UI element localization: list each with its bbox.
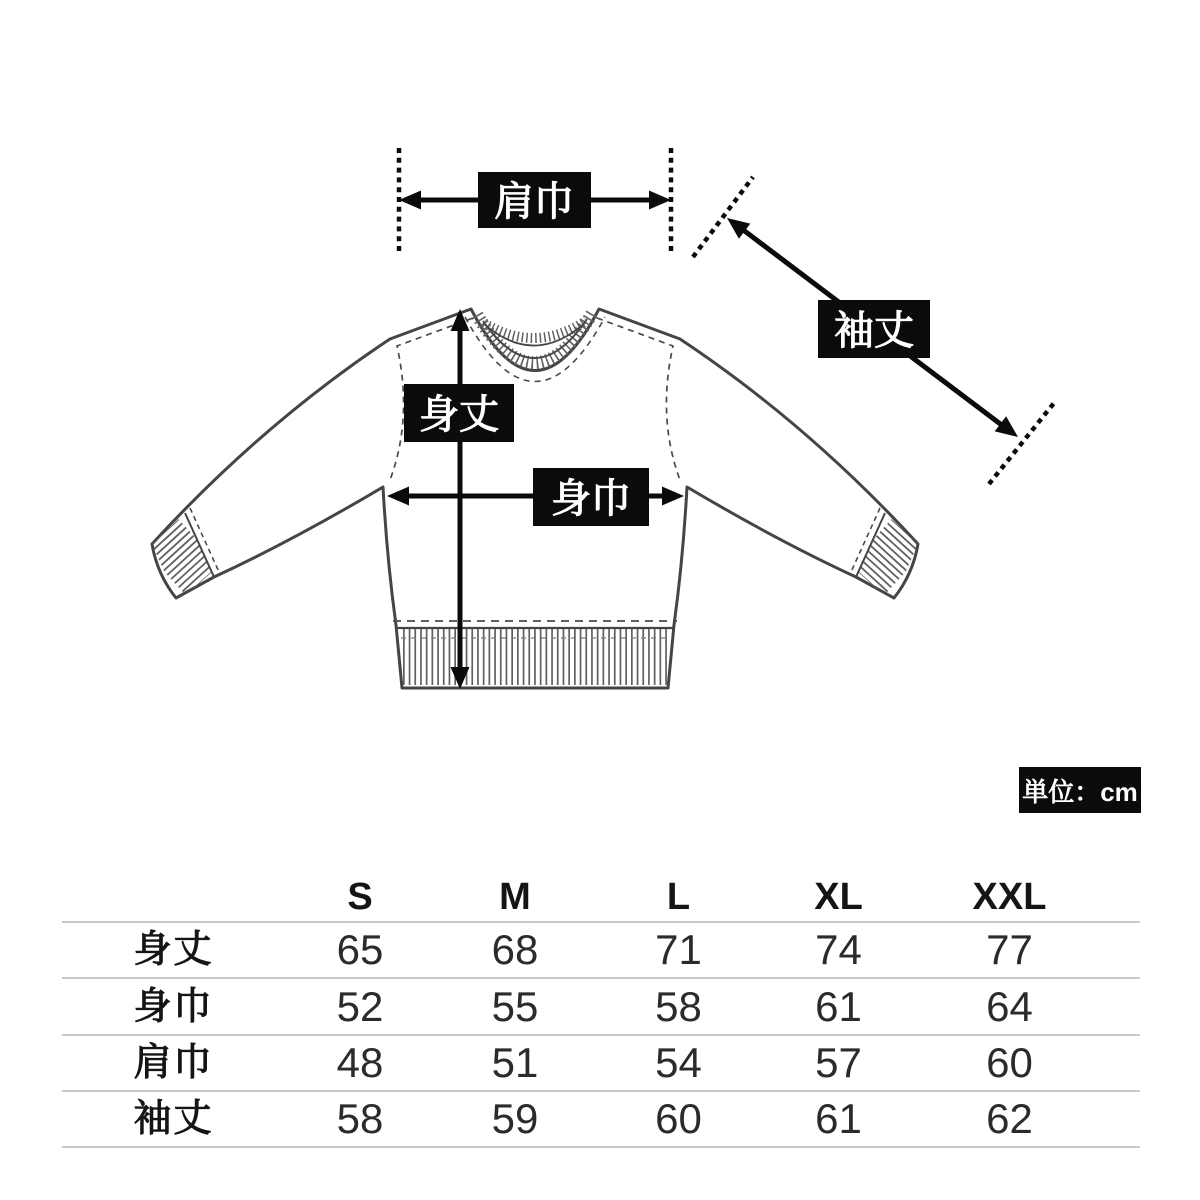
shoulder-width-label: 肩巾 (494, 180, 574, 224)
body-width-label: 身巾 (551, 477, 631, 521)
size-value-cell: 55 (491, 982, 539, 1030)
size-value-cell: 71 (655, 926, 702, 973)
size-value-cell: 60 (986, 1039, 1033, 1086)
sleeve-length-guide-top (693, 177, 753, 257)
size-value-cell: 68 (491, 926, 539, 973)
size-value-cell: 60 (655, 1095, 702, 1142)
size-value-cell: 58 (655, 982, 702, 1030)
size-column-header-s: S (347, 876, 373, 918)
size-table-header-row (62, 873, 1140, 923)
table-row-sleeve-length (62, 1092, 1140, 1148)
measurement-row-label: 身巾 (133, 985, 214, 1028)
size-value-cell: 61 (815, 1095, 862, 1142)
size-value-cell: 48 (336, 1039, 384, 1086)
measurement-row-label: 袖丈 (133, 1098, 214, 1140)
size-value-cell: 64 (986, 982, 1033, 1030)
size-value-cell: 57 (815, 1039, 862, 1086)
size-value-cell: 59 (491, 1095, 539, 1142)
size-value-cell: 77 (986, 926, 1033, 973)
measurement-row-label: 肩巾 (133, 1042, 214, 1084)
size-value-cell: 51 (491, 1039, 539, 1086)
sleeve-length-label: 袖丈 (834, 309, 914, 353)
unit-label: 単位：cm (1022, 777, 1138, 807)
table-row-body-length (62, 923, 1140, 979)
size-value-cell: 52 (336, 982, 384, 1030)
table-row-shoulder-width (62, 1036, 1140, 1092)
size-column-header-xxl: XXL (972, 876, 1047, 918)
size-column-header-l: L (666, 876, 691, 918)
sleeve-length-guide-bottom (989, 403, 1054, 484)
size-column-header-m: M (499, 876, 531, 918)
size-value-cell: 62 (986, 1095, 1033, 1142)
size-value-cell: 65 (336, 926, 384, 973)
table-row-body-width (62, 979, 1140, 1036)
body-length-label: 身丈 (419, 393, 499, 437)
measurement-row-label: 身丈 (133, 929, 214, 971)
size-table (62, 873, 1140, 1148)
size-value-cell: 58 (336, 1095, 384, 1142)
size-value-cell: 54 (655, 1039, 702, 1086)
size-value-cell: 61 (815, 982, 862, 1030)
size-value-cell: 74 (815, 926, 862, 973)
size-column-header-xl: XL (814, 876, 863, 918)
